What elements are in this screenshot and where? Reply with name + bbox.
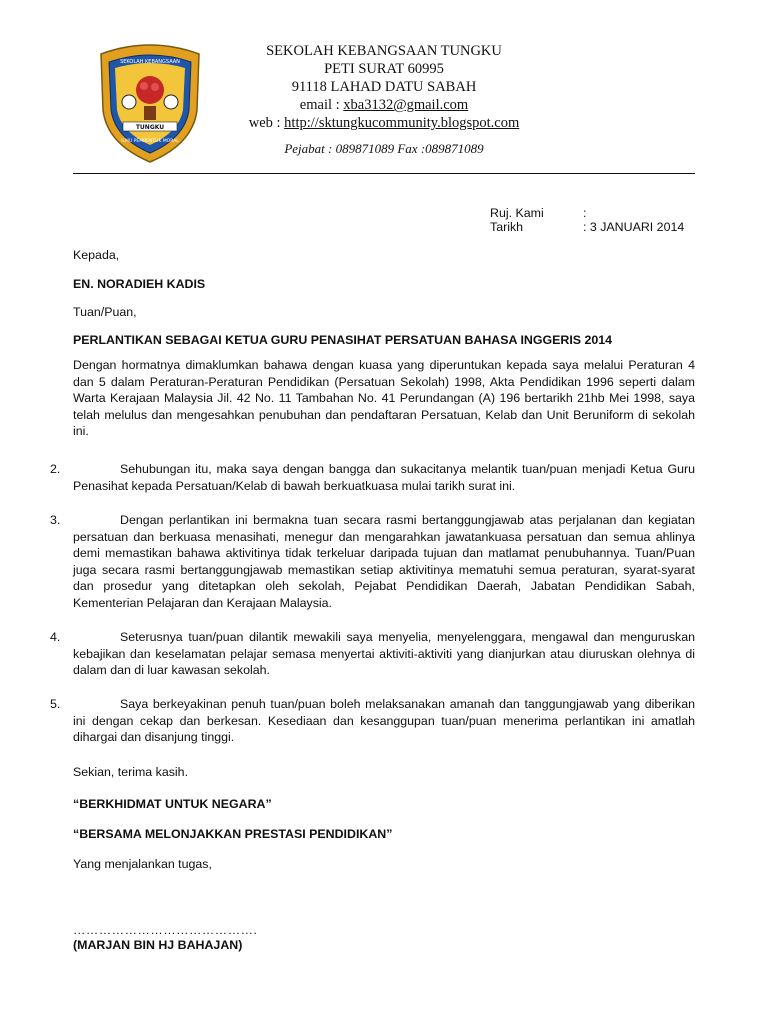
recipient-name: EN. NORADIEH KADIS [73, 277, 206, 291]
header-divider [73, 173, 695, 174]
salutation: Tuan/Puan, [73, 305, 137, 319]
tarikh-value: : 3 JANUARI 2014 [583, 220, 685, 234]
school-crest-logo [93, 40, 207, 166]
school-name: SEKOLAH KEBANGSAAN TUNGKU [266, 43, 502, 59]
letter-subject: PERLANTIKAN SEBAGAI KETUA GURU PENASIHAT PERSATUAN BAHASA INGGERIS 2014 [73, 333, 613, 347]
crest-top-text: SEKOLAH KEBANGSAAN [120, 59, 180, 65]
po-box: PETI SURAT 60995 [324, 61, 444, 77]
paragraph-5-number: 5. [50, 697, 61, 711]
school-address: 91118 LAHAD DATU SABAH [291, 79, 477, 95]
web-line [218, 114, 550, 132]
email-link[interactable]: xba3132@gmail.com [343, 97, 469, 113]
ruj-value: : [583, 206, 587, 220]
web-link[interactable]: http://sktungkucommunity.blogspot.com [284, 115, 520, 131]
email-line [218, 96, 550, 114]
tarikh-label: Tarikh [490, 220, 524, 234]
paragraph-3-number: 3. [50, 513, 61, 527]
paragraph-3: Dengan perlantikan ini bermakna tuan secara rasmi bertanggungjawab atas perjalanan dan kegiatan persatuan dan berkuasa menasihati, menegur dan mengarahkan jawatankuasa persatuan dan semua ahlinya demi memastikan bahawa aktivitinya tidak terkeluar daripada tujuan dan matlamat penubuhannya. Tuan/Puan juga secara rasmi bertanggungjawab memastikan setiap aktivitinya mematuhi semua peraturan, syarat-syarat dan prosedur yang ditetapkan oleh sekolah, Pejabat Pendidikan Daerah, Jabatan Pendidikan Sabah, Kementerian Pelajaran dan Kerajaan Malaysia. [73, 513, 695, 610]
email-label: email : [299, 97, 344, 113]
kepada-line: Kepada, [73, 248, 120, 262]
ruj-label: Ruj. Kami [490, 206, 544, 220]
paragraph-2-number: 2. [50, 462, 61, 476]
slogan-2: “BERSAMA MELONJAKKAN PRESTASI PENDIDIKAN” [73, 827, 393, 841]
paragraph-4-number: 4. [50, 630, 61, 644]
school-header [218, 42, 550, 132]
paragraph-2: Sehubungan itu, maka saya dengan bangga dan sukacitanya melantik tuan/puan menjadi Ketua Guru Penasihat kepada Persatuan/Kelab di bawah berkuatkuasa mulai tarikh surat ini. [73, 462, 695, 493]
phone-fax-line: Pejabat : 089871089 Fax :089871089 [284, 141, 484, 156]
signoff-line: Yang menjalankan tugas, [73, 857, 212, 871]
closing-line: Sekian, terima kasih. [73, 765, 189, 779]
paragraph-1: Dengan hormatnya dimaklumkan bahawa dengan kuasa yang diperuntukan kepada saya melalui Peraturan 4 dan 5 dalam Peraturan-Peraturan Pendidikan (Persatuan Sekolah) 1998, Akta Pendidikan 1996 seperti dalam Warta Kerajaan Malaysia Jil. 42 No. 11 Tambahan No. 41 Perundangan (A) 196 bertarikh 21hb Mei 1998, saya telah melulus dan mengesahkan penubuhan dan pendaftaran Persatuan, Kelab dan Unit Beruniform di sekolah ini. [73, 358, 695, 439]
web-label: web : [248, 115, 285, 131]
slogan-1: “BERKHIDMAT UNTUK NEGARA” [73, 797, 272, 811]
paragraph-4: Seterusnya tuan/puan dilantik mewakili saya menyelia, menyelenggara, mengawal dan menguruskan kebajikan dan keselamatan pelajar semasa menyertai aktiviti-aktiviti yang dianjurkan atau diuruskan olehnya di dalam dan di luar kawasan sekolah. [73, 630, 695, 678]
signature-dots: ……………………………………. [73, 923, 258, 937]
crest-motto: ILMU PEMBENTUK MORAL [121, 139, 179, 144]
paragraph-5: Saya berkeyakinan penuh tuan/puan boleh melaksanakan amanah dan tanggungjawab yang diberikan ini dengan cekap dan berkesan. Kesediaan dan kesanggupan tuan/puan menerima perlantikan ini amatlah dihargai dan disanjung tinggi. [73, 697, 695, 745]
crest-name-banner: TUNGKU [135, 124, 165, 131]
signatory-name: (MARJAN BIN HJ BAHAJAN) [73, 938, 243, 952]
